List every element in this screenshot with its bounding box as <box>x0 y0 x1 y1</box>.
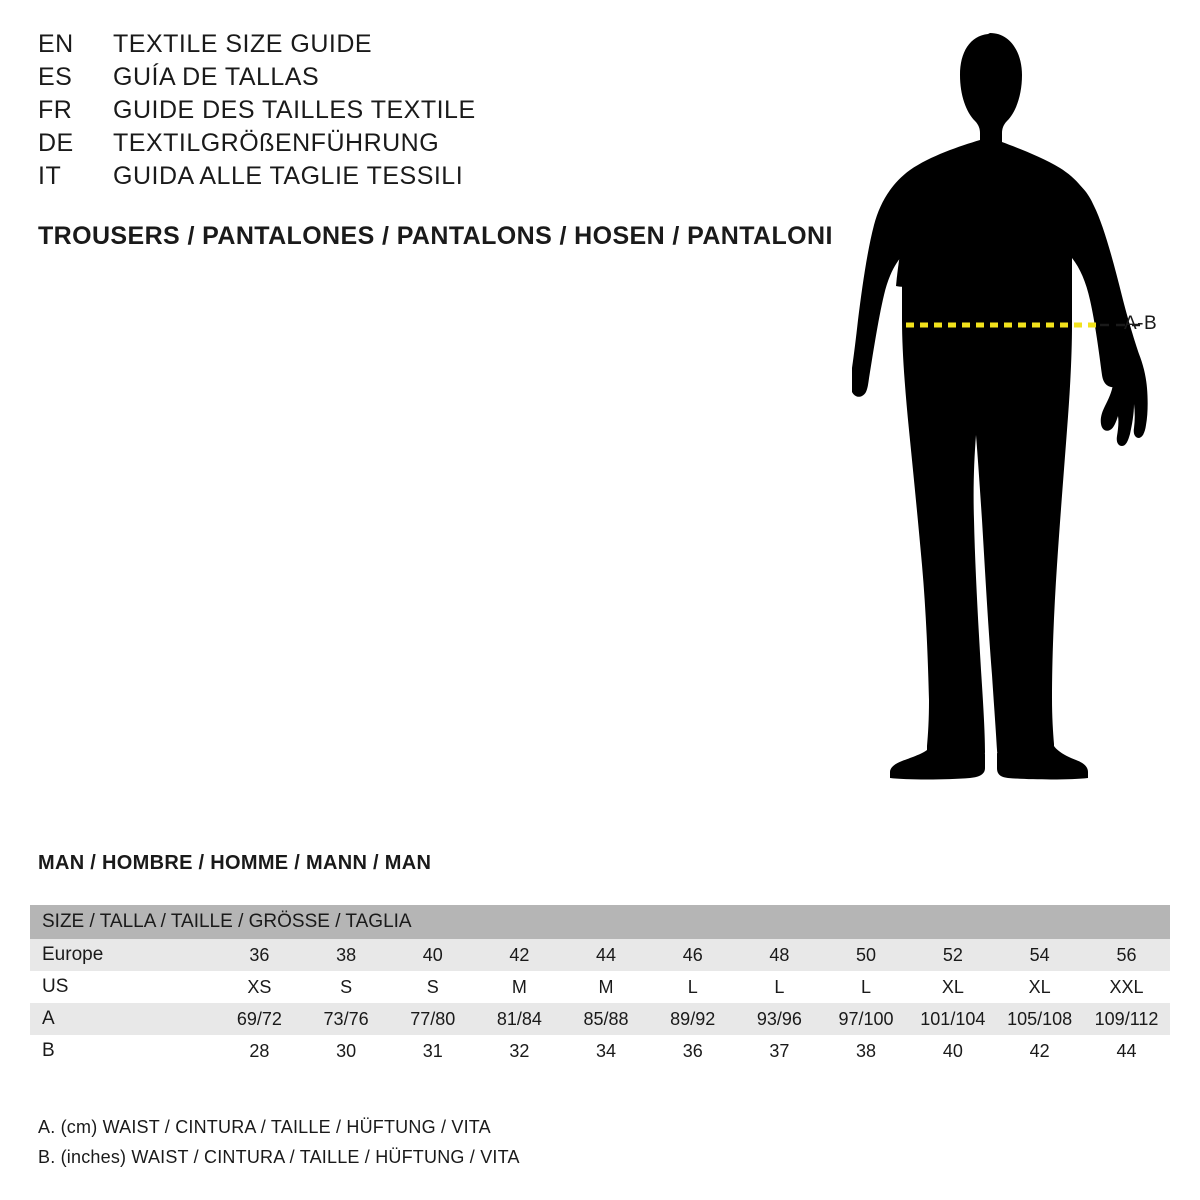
cell-value: L <box>823 971 910 1003</box>
cell-value: 37 <box>736 1035 823 1067</box>
language-text: GUÍA DE TALLAS <box>113 63 320 91</box>
language-code: IT <box>38 162 62 190</box>
cell-value: L <box>736 971 823 1003</box>
man-section-title: MAN / HOMBRE / HOMME / MANN / MAN <box>38 852 432 874</box>
cell-value: 36 <box>649 1035 736 1067</box>
table-row <box>30 971 1170 1003</box>
language-text: TEXTILE SIZE GUIDE <box>113 30 373 58</box>
cell-value: 28 <box>216 1035 303 1067</box>
cell-value: 56 <box>1083 939 1170 971</box>
cell-value: 38 <box>303 939 390 971</box>
silhouette-shape <box>852 33 1148 780</box>
cell-value: S <box>303 971 390 1003</box>
cell-value: 40 <box>909 1035 996 1067</box>
footnote-b: B. (inches) WAIST / CINTURA / TAILLE / HÜFTUNG / VITA <box>38 1147 520 1167</box>
cell-value: 97/100 <box>823 1003 910 1035</box>
language-text: TEXTILGRÖßENFÜHRUNG <box>113 129 440 157</box>
cell-value: XL <box>996 971 1083 1003</box>
cell-value: 36 <box>216 939 303 971</box>
footnote-a: A. (cm) WAIST / CINTURA / TAILLE / HÜFTUNG / VITA <box>38 1117 491 1137</box>
language-code: DE <box>38 129 74 157</box>
language-row <box>38 129 798 162</box>
cell-value: 34 <box>563 1035 650 1067</box>
cell-value: 32 <box>476 1035 563 1067</box>
language-list <box>38 30 798 195</box>
cell-value: 31 <box>389 1035 476 1067</box>
cell-value: 81/84 <box>476 1003 563 1035</box>
language-row <box>38 96 798 129</box>
cell-value: 69/72 <box>216 1003 303 1035</box>
cell-value: 73/76 <box>303 1003 390 1035</box>
cell-value: 54 <box>996 939 1083 971</box>
cell-value: S <box>389 971 476 1003</box>
language-text: GUIDE DES TAILLES TEXTILE <box>113 96 476 124</box>
cell-value: L <box>649 971 736 1003</box>
cell-value: 46 <box>649 939 736 971</box>
cell-value: XS <box>216 971 303 1003</box>
cell-value: 85/88 <box>563 1003 650 1035</box>
cell-value: 93/96 <box>736 1003 823 1035</box>
language-text: GUIDA ALLE TAGLIE TESSILI <box>113 162 464 190</box>
cell-value: 89/92 <box>649 1003 736 1035</box>
cell-value: 42 <box>476 939 563 971</box>
cell-value: 44 <box>563 939 650 971</box>
row-label: US <box>30 971 216 1003</box>
row-label: A <box>30 1003 216 1035</box>
table-header-label: SIZE / TALLA / TAILLE / GRÖSSE / TAGLIA <box>30 905 1170 939</box>
language-row <box>38 63 798 96</box>
cell-value: M <box>563 971 650 1003</box>
table-row <box>30 939 1170 971</box>
cell-value: 52 <box>909 939 996 971</box>
size-table <box>30 905 1170 1067</box>
table-row <box>30 1035 1170 1067</box>
cell-value: 40 <box>389 939 476 971</box>
language-row <box>38 162 798 195</box>
cell-value: XXL <box>1083 971 1170 1003</box>
cell-value: 77/80 <box>389 1003 476 1035</box>
cell-value: 101/104 <box>909 1003 996 1035</box>
language-code: EN <box>38 30 74 58</box>
cell-value: XL <box>909 971 996 1003</box>
man-silhouette-figure <box>810 20 1190 810</box>
cell-value: 30 <box>303 1035 390 1067</box>
language-row <box>38 30 798 63</box>
row-label: B <box>30 1035 216 1067</box>
waist-measure-label: A-B <box>1124 313 1158 334</box>
language-code: FR <box>38 96 73 124</box>
table-row <box>30 1003 1170 1035</box>
footnotes <box>38 1112 520 1172</box>
cell-value: 38 <box>823 1035 910 1067</box>
table-header-row <box>30 905 1170 939</box>
cell-value: 105/108 <box>996 1003 1083 1035</box>
cell-value: 44 <box>1083 1035 1170 1067</box>
garment-title: TROUSERS / PANTALONES / PANTALONS / HOSEN / PANTALONI <box>38 222 833 250</box>
row-label: Europe <box>30 939 216 971</box>
cell-value: M <box>476 971 563 1003</box>
cell-value: 50 <box>823 939 910 971</box>
language-code: ES <box>38 63 73 91</box>
cell-value: 48 <box>736 939 823 971</box>
cell-value: 109/112 <box>1083 1003 1170 1035</box>
cell-value: 42 <box>996 1035 1083 1067</box>
